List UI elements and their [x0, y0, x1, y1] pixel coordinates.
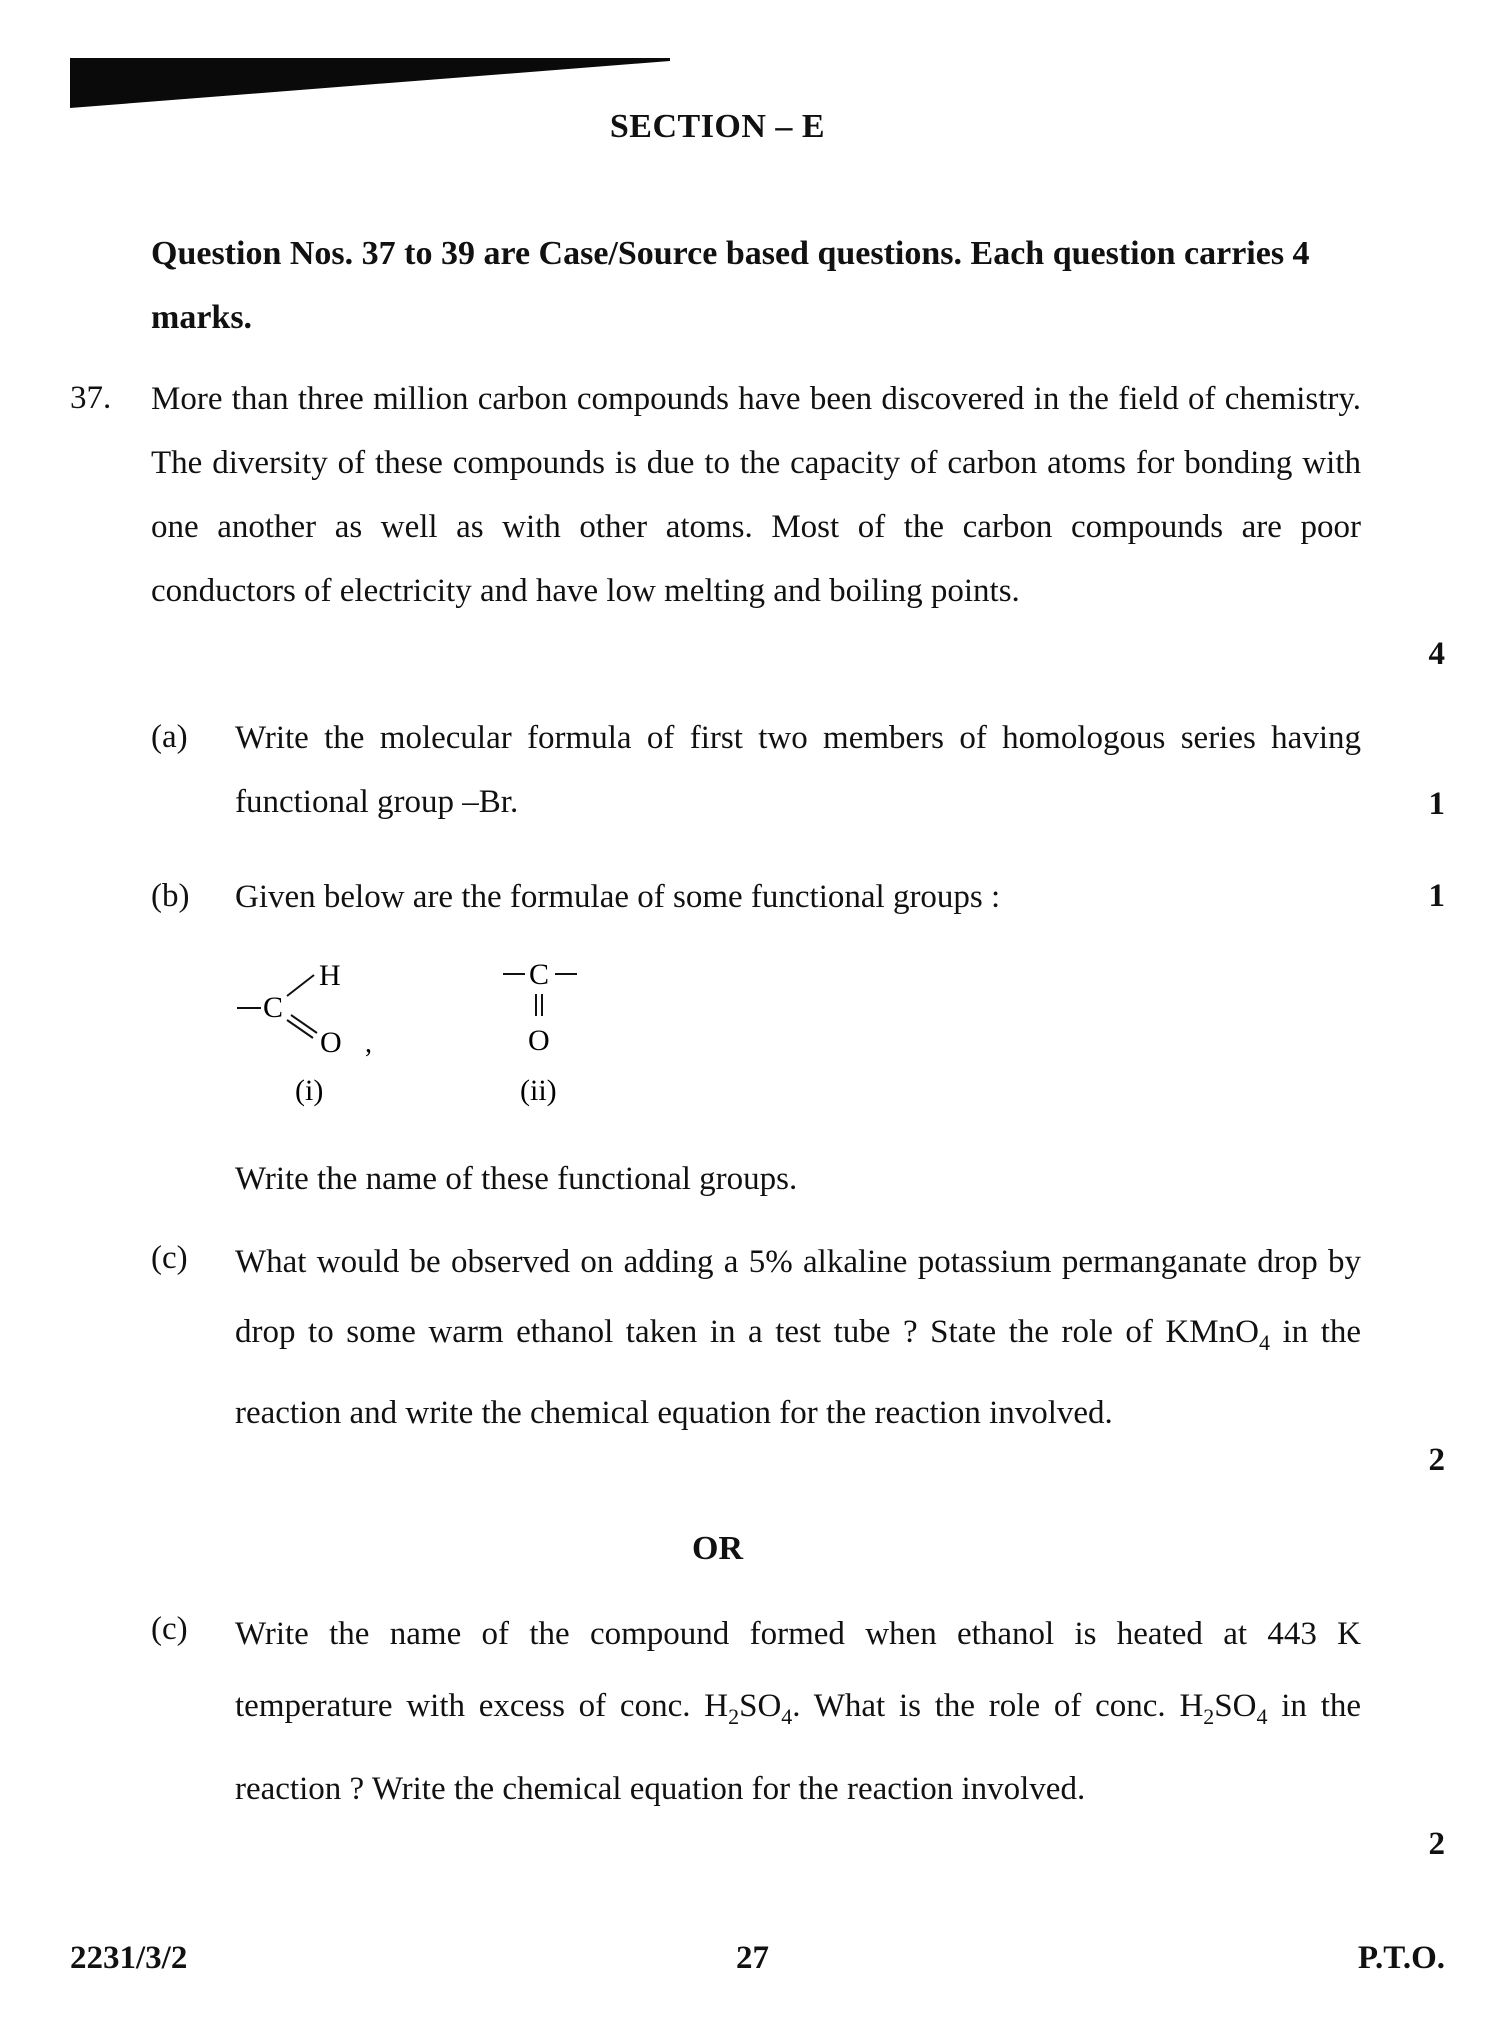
part-c-label: (c) [151, 1240, 188, 1276]
section-title: SECTION – E [609, 108, 826, 145]
ketone-structure [495, 950, 615, 1120]
paper-code: 2231/3/2 [70, 1940, 188, 1976]
part-b-marks: 1 [1428, 878, 1445, 914]
svg-text:,: , [365, 1028, 372, 1059]
part-b-followup: Write the name of these functional groups. [235, 1161, 798, 1197]
part-b-label: (b) [151, 878, 190, 914]
section-instructions: Question Nos. 37 to 39 are Case/Source based questions. Each question carries 4 marks. [151, 235, 1310, 336]
structure-ii-oxygen: O [528, 1024, 550, 1057]
question-marks: 4 [1428, 636, 1445, 672]
structure-i-hydrogen: H [319, 959, 341, 992]
structure-ii-label: (ii) [520, 1074, 557, 1107]
part-c-text: What would be observed on adding a 5% alkaline potassium permanganate drop by drop to some warm ethanol taken in a test tube ? State the role of KMnO$_4$ in the reaction and write the chemical equation for the reaction involved. [235, 1244, 1362, 1431]
structure-i-oxygen: O [320, 1026, 342, 1059]
structure-i-label: (i) [295, 1074, 324, 1107]
or-divider: OR [692, 1530, 743, 1567]
part-c-alt-label: (c) [151, 1611, 188, 1647]
page-number: 27 [736, 1940, 769, 1976]
part-a-marks: 1 [1428, 786, 1445, 822]
part-c-marks: 2 [1428, 1442, 1445, 1478]
pto-label: P.T.O. [1357, 1940, 1445, 1976]
part-a-label: (a) [151, 719, 188, 755]
structure-ii-carbon: C [529, 958, 550, 991]
part-c-alt-text: Write the name of the compound formed when ethanol is heated at 443 K temperature with excess of conc. $H_2SO_4$. What is the role of conc. $H_2SO_4$ in the reaction ? Write the chemical equation for the reaction involved. [235, 1616, 1362, 1807]
question-number: 37. [70, 380, 112, 416]
question-text: More than three million carbon compounds have been discovered in the field of chemistry. The diversity of these compounds is due to the capacity of carbon atoms for bonding with one another as well as with other atoms. Most of the carbon compounds are poor conductors of electricity and have low melting and boiling points. [151, 381, 1361, 609]
part-c-alt-marks: 2 [1428, 1826, 1445, 1862]
header-black-bar [70, 58, 670, 108]
structure-i-carbon: C [263, 991, 284, 1024]
aldehyde-structure [225, 950, 425, 1120]
part-a-text: Write the molecular formula of first two members of homologous series having functional group –Br. [235, 720, 1361, 820]
part-b-text: Given below are the formulae of some functional groups : [235, 879, 1001, 915]
